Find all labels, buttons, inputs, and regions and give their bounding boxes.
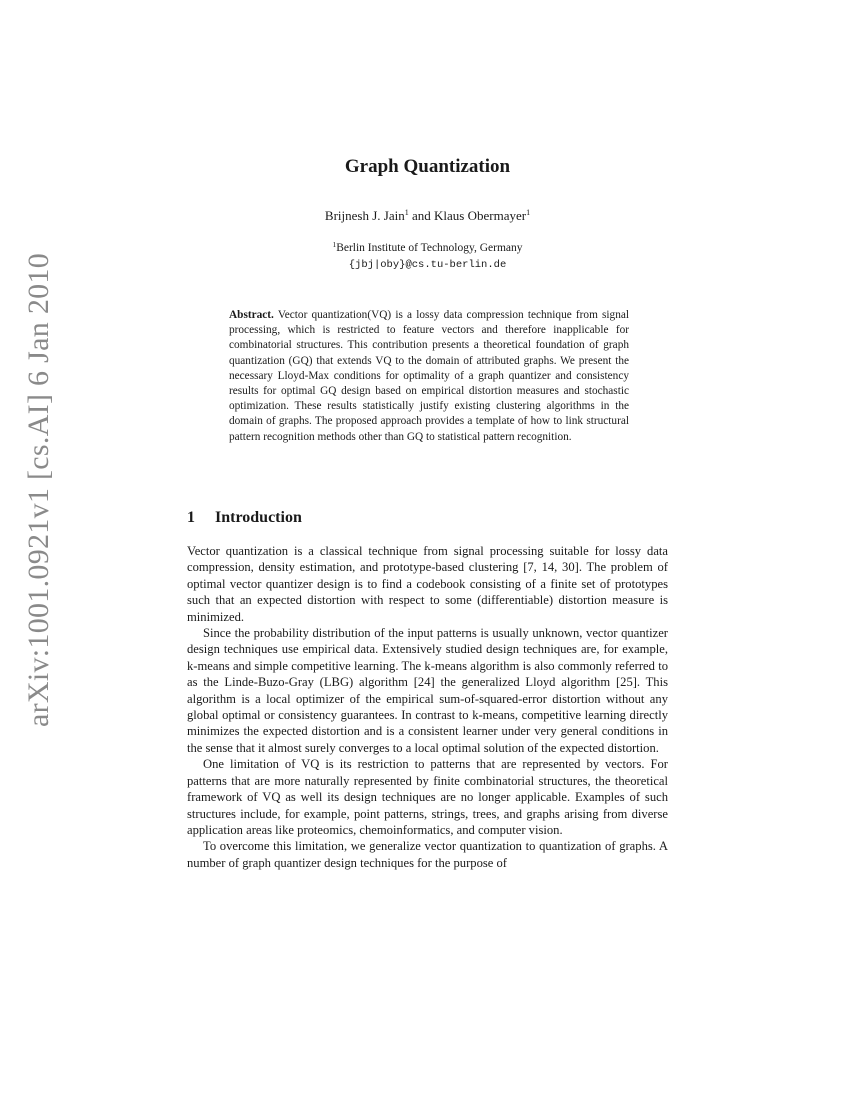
section-heading bbox=[187, 508, 302, 528]
abstract-text: Vector quantization(VQ) is a lossy data compression technique from signal processing, which is restricted to feature vectors and therefore inapplicable for combinatorial structures. This contribution presents a theoretical foundation of graph quantization (GQ) that extends VQ to the domain of attributed graphs. We present the necessary Lloyd-Max conditions for optimality of a graph quantizer and consistency results for optimal GQ design based on empirical distortion measures and stochastic optimization. These results statistically justify existing clustering algorithms in the domain of graphs. The proposed approach provides a template of how to link structural pattern recognition methods other than GQ to statistical pattern recognition. bbox=[229, 309, 629, 443]
paragraph: To overcome this limitation, we generalize vector quantization to quantization of graphs. A number of graph quantizer design techniques for the purpose of bbox=[187, 839, 668, 870]
paragraph: Since the probability distribution of the input patterns is usually unknown, vector quantizer design techniques use empirical data. Extensively studied design techniques are, for example, k-means and simple competitive learning. The k-means algorithm is also commonly referred to as the Linde-Buzo-Gray (LBG) algorithm [24] the generalized Lloyd algorithm [25]. This algorithm is a local optimizer of the empirical sum-of-squared-error distortion without any global optimal or consistency guarantees. In contrast to k-means, competitive learning directly minimizes the expected distortion and is a consistent learner under very general conditions in the sense that it almost surely converges to a local optimal solution of the expected distortion. bbox=[187, 626, 668, 755]
paragraph: One limitation of VQ is its restriction to patterns that are represented by vectors. For patterns that are more naturally represented by finite combinatorial structures, the theoretical framework of VQ as well its design techniques are no longer applicable. Examples of such structures include, for example, point patterns, strings, trees, and graphs arising from diverse application areas like proteomics, chemoinformatics, and computer vision. bbox=[187, 757, 668, 837]
author-conjunction: and bbox=[411, 208, 431, 223]
arxiv-identifier: arXiv:1001.0921v1 [cs.AI] 6 Jan 2010 bbox=[22, 252, 55, 728]
paragraph: Vector quantization is a classical technique from signal processing suitable for lossy data compression, density estimation, and prototype-based clustering [7, 14, 30]. The problem of optimal vector quantizer design is to find a codebook consisting of a finite set of prototypes such that an expected distortion with respect to some (differentiable) distortion measure is minimized. bbox=[187, 544, 668, 624]
affiliation-mark: 1 bbox=[526, 208, 531, 217]
abstract-label: Abstract. bbox=[229, 309, 274, 321]
abstract bbox=[229, 308, 629, 445]
arxiv-stamp bbox=[18, 252, 60, 728]
author-email: {jbj|oby}@cs.tu-berlin.de bbox=[348, 259, 507, 271]
affiliation-mark: 1 bbox=[332, 240, 337, 249]
author-name: Brijnesh J. Jain bbox=[324, 208, 405, 223]
section-body bbox=[187, 543, 668, 871]
paper-title: Graph Quantization bbox=[344, 156, 511, 177]
section-number: 1 bbox=[187, 509, 195, 526]
institution: Berlin Institute of Technology, Germany bbox=[336, 242, 523, 254]
affiliation-mark: 1 bbox=[404, 208, 409, 217]
author-line bbox=[187, 207, 668, 225]
author-name: Klaus Obermayer bbox=[434, 208, 527, 223]
affiliation bbox=[187, 240, 668, 256]
section-title: Introduction bbox=[215, 509, 302, 526]
